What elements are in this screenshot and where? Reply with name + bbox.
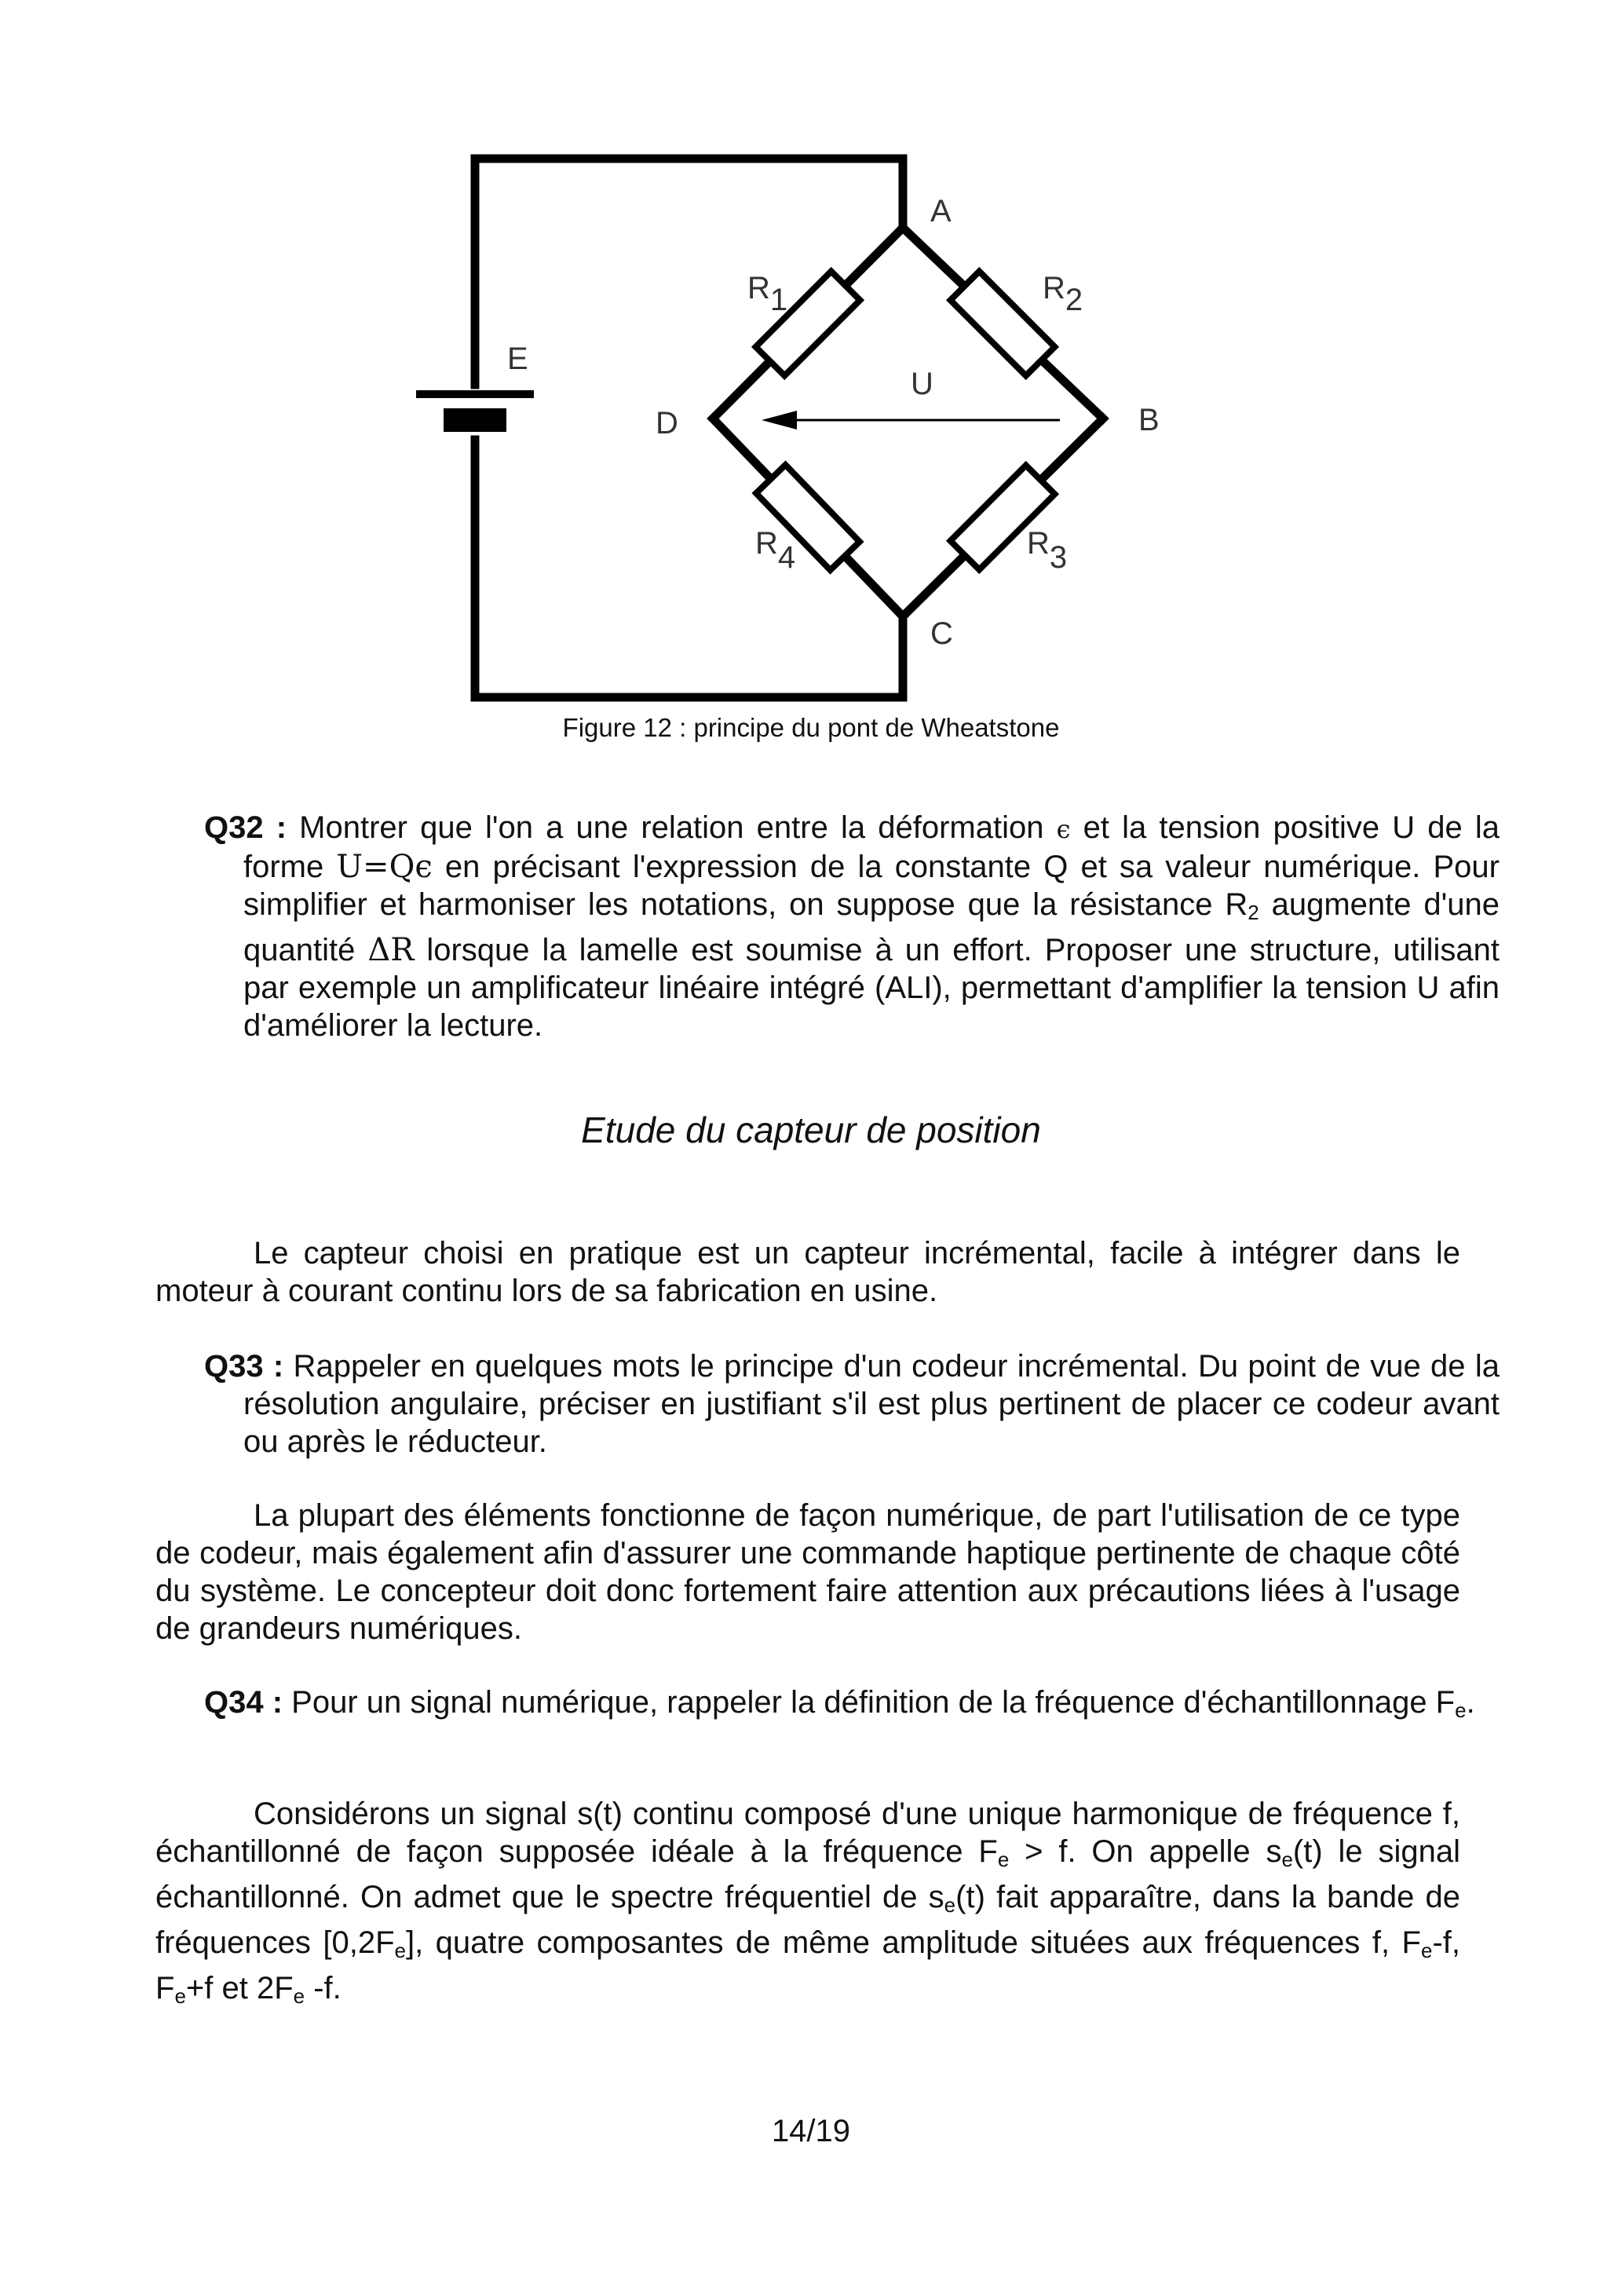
q32-delta-r: ΔR (367, 932, 415, 968)
p3-sub-6: e (174, 1984, 186, 2008)
label-u: U (911, 367, 933, 401)
wheatstone-bridge-diagram (393, 141, 1178, 707)
label-r4: R4 (755, 526, 796, 575)
figure-caption: Figure 12 : principe du pont de Wheatstone (562, 713, 1060, 742)
p3-sub-3: e (944, 1893, 956, 1917)
q32-text-4: augmente d'une quantité (243, 887, 1500, 967)
q32-epsilon: ϵ (1056, 814, 1071, 844)
battery-short-plate (444, 408, 506, 432)
battery-long-plate (416, 390, 534, 398)
p3-text-3: (t) le signal échantillonné. On admet que le spectre fréquentiel de s (155, 1834, 1461, 1914)
q32-text-2: et la tension positive U de la forme (243, 810, 1500, 884)
p3-text-8: -f. (305, 1971, 342, 2005)
p3-sub-1: e (997, 1848, 1010, 1871)
label-a: A (930, 194, 952, 229)
question-q33 (204, 1347, 1500, 1461)
p3-text-7: +f et 2F (185, 1971, 294, 2005)
resistor-r2 (951, 272, 1055, 376)
q32-formula: U=Qϵ (336, 849, 433, 885)
q34-text-2: . (1466, 1685, 1475, 1720)
question-q32 (204, 809, 1500, 1044)
q34-label: Q34 : (204, 1685, 283, 1720)
p3-text-1: Considérons un signal s(t) continu composé d'une unique harmonique de fréquence f, échantillonné de façon supposée idéale à la fréquence F (155, 1797, 1460, 1869)
page-number: 14/19 (771, 2114, 851, 2148)
section-title: Etude du capteur de position (581, 1110, 1041, 1150)
label-c: C (930, 616, 953, 651)
label-r2: R2 (1043, 271, 1083, 317)
label-e: E (507, 342, 528, 376)
p3-text-6: -f, F (155, 1925, 1460, 2005)
question-q34 (204, 1684, 1500, 1729)
q32-text-5: lorsque la lamelle est soumise à un effort. Proposer une structure, utilisant par exemple un amplificateur linéaire intégré (ALI), permettant d'amplifier la tension U afin d'améliorer la lecture. (243, 933, 1500, 1043)
q33-label: Q33 : (204, 1349, 284, 1384)
p3-sub-7: e (293, 1984, 305, 2008)
label-b: B (1138, 403, 1160, 437)
label-r3: R3 (1027, 526, 1068, 575)
paragraph-capteur: Le capteur choisi en pratique est un capteur incrémental, facile à intégrer dans le moteur à courant continu lors de sa fabrication en usine. (155, 1236, 1460, 1308)
q32-text-3: en précisant l'expression de la constante Q et sa valeur numérique. Pour simplifier et harmoniser les notations, on suppose que la résistance R (243, 850, 1500, 922)
label-r1: R1 (747, 271, 788, 317)
wire-top (475, 159, 903, 385)
p3-text-4: (t) fait apparaître, dans la bande de fréquences [0,2F (155, 1880, 1461, 1960)
wheatstone-bridge-figure (393, 141, 1178, 707)
wire-bottom (475, 440, 903, 697)
p3-sub-2: e (1281, 1848, 1293, 1871)
p3-sub-4: e (394, 1939, 406, 1962)
q33-text: Rappeler en quelques mots le principe d'un codeur incrémental. Du point de vue de la résolution angulaire, préciser en justifiant s'il est plus pertinent de placer ce codeur avant ou après le réducteur. (243, 1349, 1500, 1459)
p3-text-5: ], quatre composantes de même amplitude situées aux fréquences f, F (406, 1925, 1421, 1960)
u-arrow-head (762, 411, 797, 430)
q32-text-1: Montrer que l'on a une relation entre la déformation (287, 810, 1057, 845)
paragraph-numerique: La plupart des éléments fonctionne de façon numérique, de part l'utilisation de ce type de codeur, mais également afin d'assurer une commande haptique pertinente de chaque côté du système. Le concepteur doit donc fortement faire attention aux précautions liées à l'usage de grandeurs numériques. (155, 1498, 1460, 1646)
q32-sub-r: 2 (1248, 901, 1259, 924)
p3-sub-5: e (1420, 1939, 1433, 1962)
paragraph-signal (155, 1795, 1460, 2015)
p3-text-2: > f. On appelle s (1009, 1834, 1282, 1869)
label-d: D (656, 406, 678, 441)
q34-sub-e: e (1455, 1698, 1467, 1722)
q32-label: Q32 : (204, 810, 287, 845)
q34-text-1: Pour un signal numérique, rappeler la définition de la fréquence d'échantillonnage F (283, 1685, 1456, 1720)
